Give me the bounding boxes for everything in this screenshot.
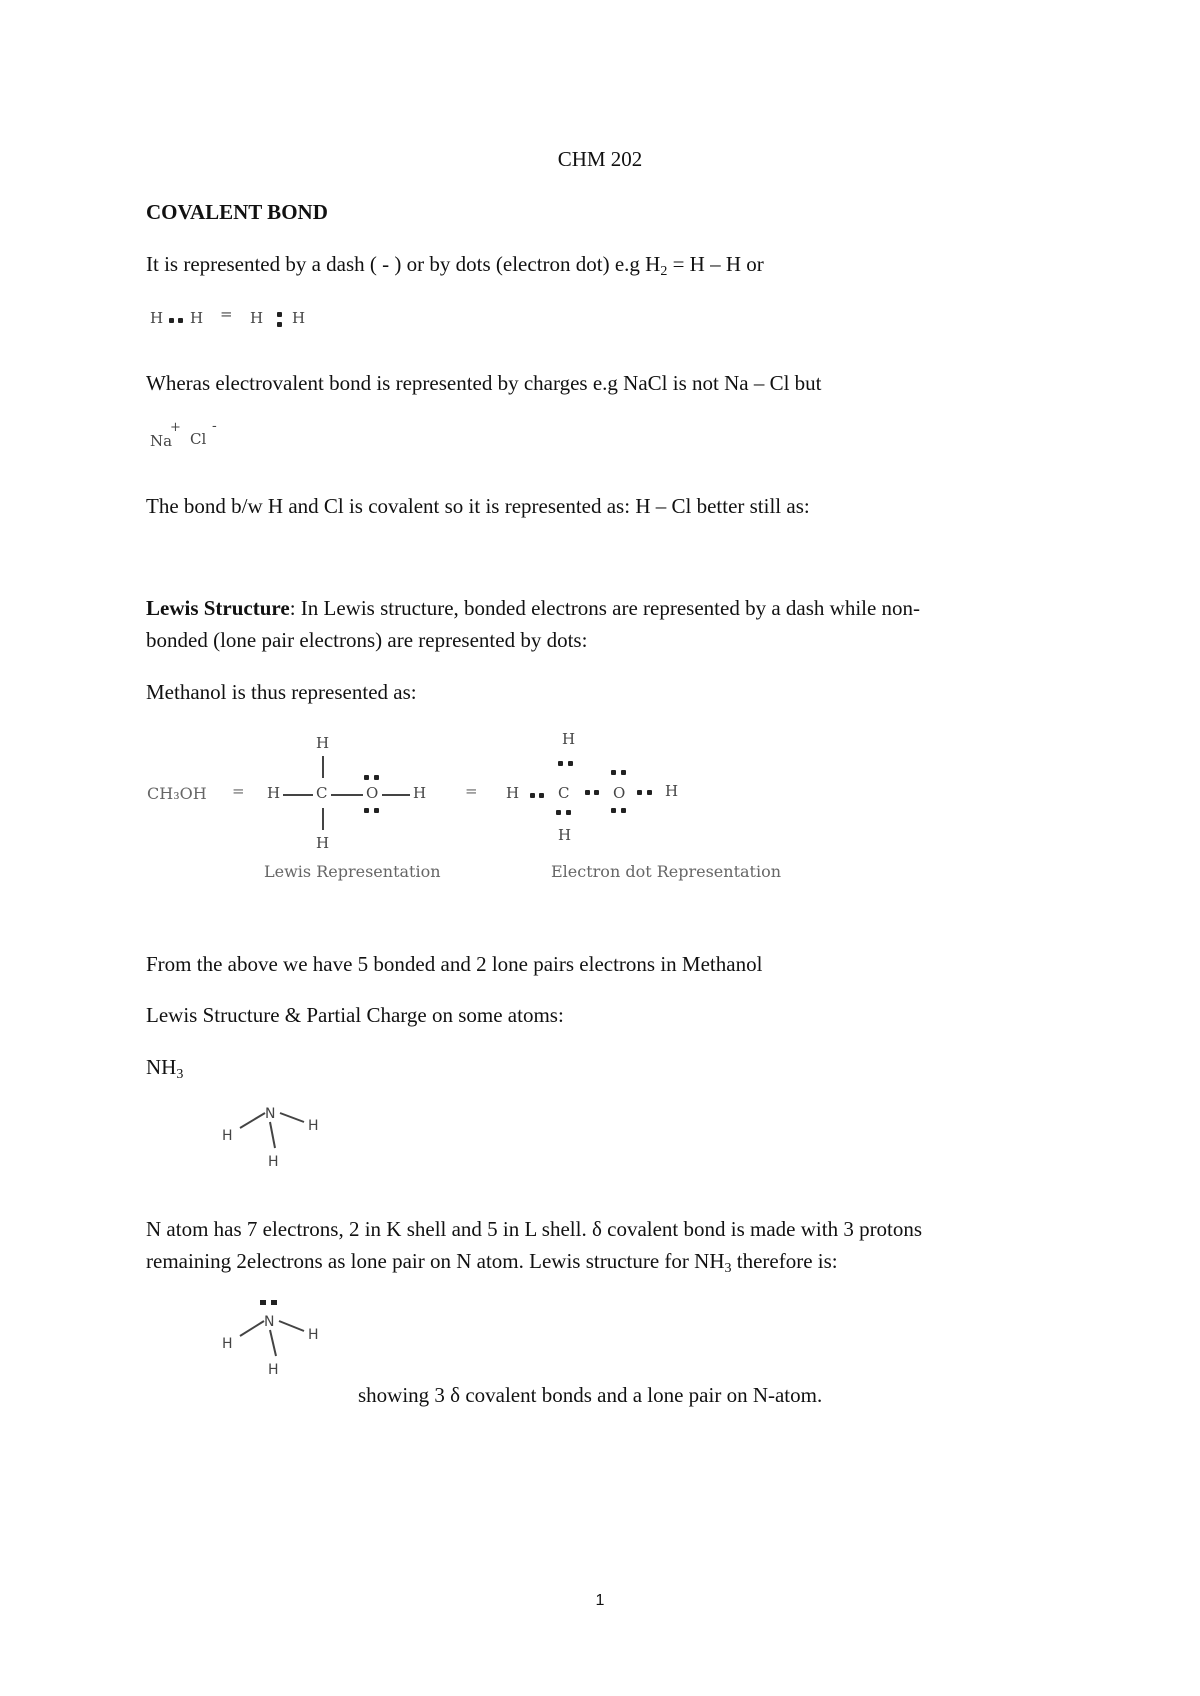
nh3-lone-pair-dot: [271, 1300, 277, 1305]
na-label: Na: [150, 432, 173, 450]
paragraph-showing-bonds: showing 3 δ covalent bonds and a lone pair on N-atom.: [358, 1383, 823, 1407]
dot-electron: [568, 761, 573, 766]
dot-h-bottom: H: [558, 826, 572, 844]
dot-h-left: H: [506, 784, 520, 802]
nh3-bond-right: [279, 1321, 304, 1331]
dot-h-top: H: [562, 730, 576, 748]
section-heading: COVALENT BOND: [146, 200, 328, 224]
na-charge: +: [170, 420, 181, 435]
h2-h-right: H: [292, 309, 306, 327]
nh3-bond-left: [240, 1113, 265, 1128]
lewis-lone-pair-dot: [374, 775, 379, 780]
nh3-h-right: H: [308, 1118, 319, 1134]
nh3-h-left: H: [222, 1128, 233, 1144]
h2-h-left: H: [150, 309, 164, 327]
cl-charge: -: [212, 418, 217, 434]
paragraph-partial-charge: Lewis Structure & Partial Charge on some atoms:: [146, 1003, 564, 1027]
lewis-bold-term: Lewis Structure: [146, 596, 290, 620]
lewis-bond-bottom: [322, 808, 324, 830]
lewis-lone-pair-dot: [364, 775, 369, 780]
p1-suffix: = H – H or: [667, 252, 764, 276]
lewis-h-top: H: [316, 734, 330, 752]
dot-electron: [566, 810, 571, 815]
nh3-prefix: NH: [146, 1055, 177, 1079]
nh3-bond-left: [240, 1321, 264, 1336]
dot-electron: [594, 790, 599, 795]
methanol-formula: CH₃OH: [147, 784, 207, 803]
methanol-equals-2: =: [465, 782, 478, 800]
dot-o: O: [613, 784, 626, 802]
lewis-lone-pair-dot: [364, 808, 369, 813]
h2-equals: =: [220, 305, 233, 323]
lewis-bond-co: [331, 794, 363, 796]
nh3-sub: 3: [176, 1067, 184, 1082]
h2-dot: [169, 318, 174, 323]
nh3-n: N: [265, 1106, 276, 1122]
caption-electron-dot-representation: Electron dot Representation: [551, 862, 782, 881]
h2-dot: [277, 312, 282, 317]
p1-prefix: It is represented by a dash ( - ) or by dots (electron dot) e.g H: [146, 252, 661, 276]
page-number: 1: [595, 1592, 605, 1609]
caption-lewis-representation: Lewis Representation: [264, 862, 441, 881]
dot-electron: [621, 770, 626, 775]
nh3-bond-right: [280, 1113, 304, 1122]
lewis-h-right: H: [413, 784, 427, 802]
nh3-lone-pair-figure: [210, 1296, 340, 1386]
nh3-label: [146, 1051, 183, 1083]
page-title: CHM 202: [557, 147, 643, 171]
nh3-bond-down: [270, 1122, 275, 1148]
nh3-h-right: H: [308, 1327, 319, 1343]
p6-suffix: therefore is:: [731, 1249, 838, 1273]
lewis-h-left: H: [267, 784, 281, 802]
cl-label: Cl: [190, 430, 207, 448]
h2-h-mid: H: [250, 309, 264, 327]
paragraph-n-atom: N atom has 7 electrons, 2 in K shell and 5 in L shell. δ covalent bond is made with 3 protons: [146, 1217, 923, 1241]
dot-electron: [558, 761, 563, 766]
paragraph-electrovalent: Wheras electrovalent bond is represented by charges e.g NaCl is not Na – Cl but: [146, 371, 822, 395]
dot-electron: [530, 793, 535, 798]
lewis-o: O: [366, 784, 379, 802]
nh3-h-down: H: [268, 1362, 279, 1378]
paragraph-lewis-structure: [146, 592, 920, 624]
nh3-lone-pair-dot: [260, 1300, 266, 1305]
dot-c: C: [558, 784, 570, 802]
lewis-rest: : In Lewis structure, bonded electrons are represented by a dash while non-: [289, 596, 921, 620]
dot-h-right: H: [665, 782, 679, 800]
paragraph-covalent-representation: [146, 248, 764, 280]
dot-electron: [539, 793, 544, 798]
lewis-c: C: [316, 784, 328, 802]
paragraph-bonded-lone-pairs: From the above we have 5 bonded and 2 lone pairs electrons in Methanol: [146, 952, 763, 976]
nh3-h-left: H: [222, 1336, 233, 1352]
dot-electron: [621, 808, 626, 813]
nh3-bond-down: [270, 1330, 276, 1356]
methanol-equals-1: =: [232, 782, 245, 800]
dot-electron: [611, 808, 616, 813]
lewis-bond-left: [283, 794, 313, 796]
nh3-structure-figure: [210, 1098, 340, 1178]
lewis-bond-oh: [382, 794, 410, 796]
paragraph-n-atom-line2: [146, 1245, 838, 1277]
lewis-h-bottom: H: [316, 834, 330, 852]
lewis-bond-top: [322, 756, 324, 778]
paragraph-methanol-intro: Methanol is thus represented as:: [146, 680, 417, 704]
paragraph-hcl: The bond b/w H and Cl is covalent so it is represented as: H – Cl better still as:: [146, 494, 810, 518]
h2-h-mid-left: H: [190, 309, 204, 327]
paragraph-lewis-structure-line2: bonded (lone pair electrons) are represented by dots:: [146, 628, 588, 652]
lewis-lone-pair-dot: [374, 808, 379, 813]
h2-dot: [277, 322, 282, 327]
dot-electron: [637, 790, 642, 795]
dot-electron: [611, 770, 616, 775]
nh3-h-down: H: [268, 1154, 279, 1170]
nh3-n: N: [264, 1314, 275, 1330]
dot-electron: [647, 790, 652, 795]
dot-electron: [585, 790, 590, 795]
p6-prefix: remaining 2electrons as lone pair on N atom. Lewis structure for NH: [146, 1249, 725, 1273]
dot-electron: [556, 810, 561, 815]
p6-sub: 3: [724, 1261, 732, 1276]
p1-sub: 2: [660, 264, 668, 279]
h2-dot: [178, 318, 183, 323]
